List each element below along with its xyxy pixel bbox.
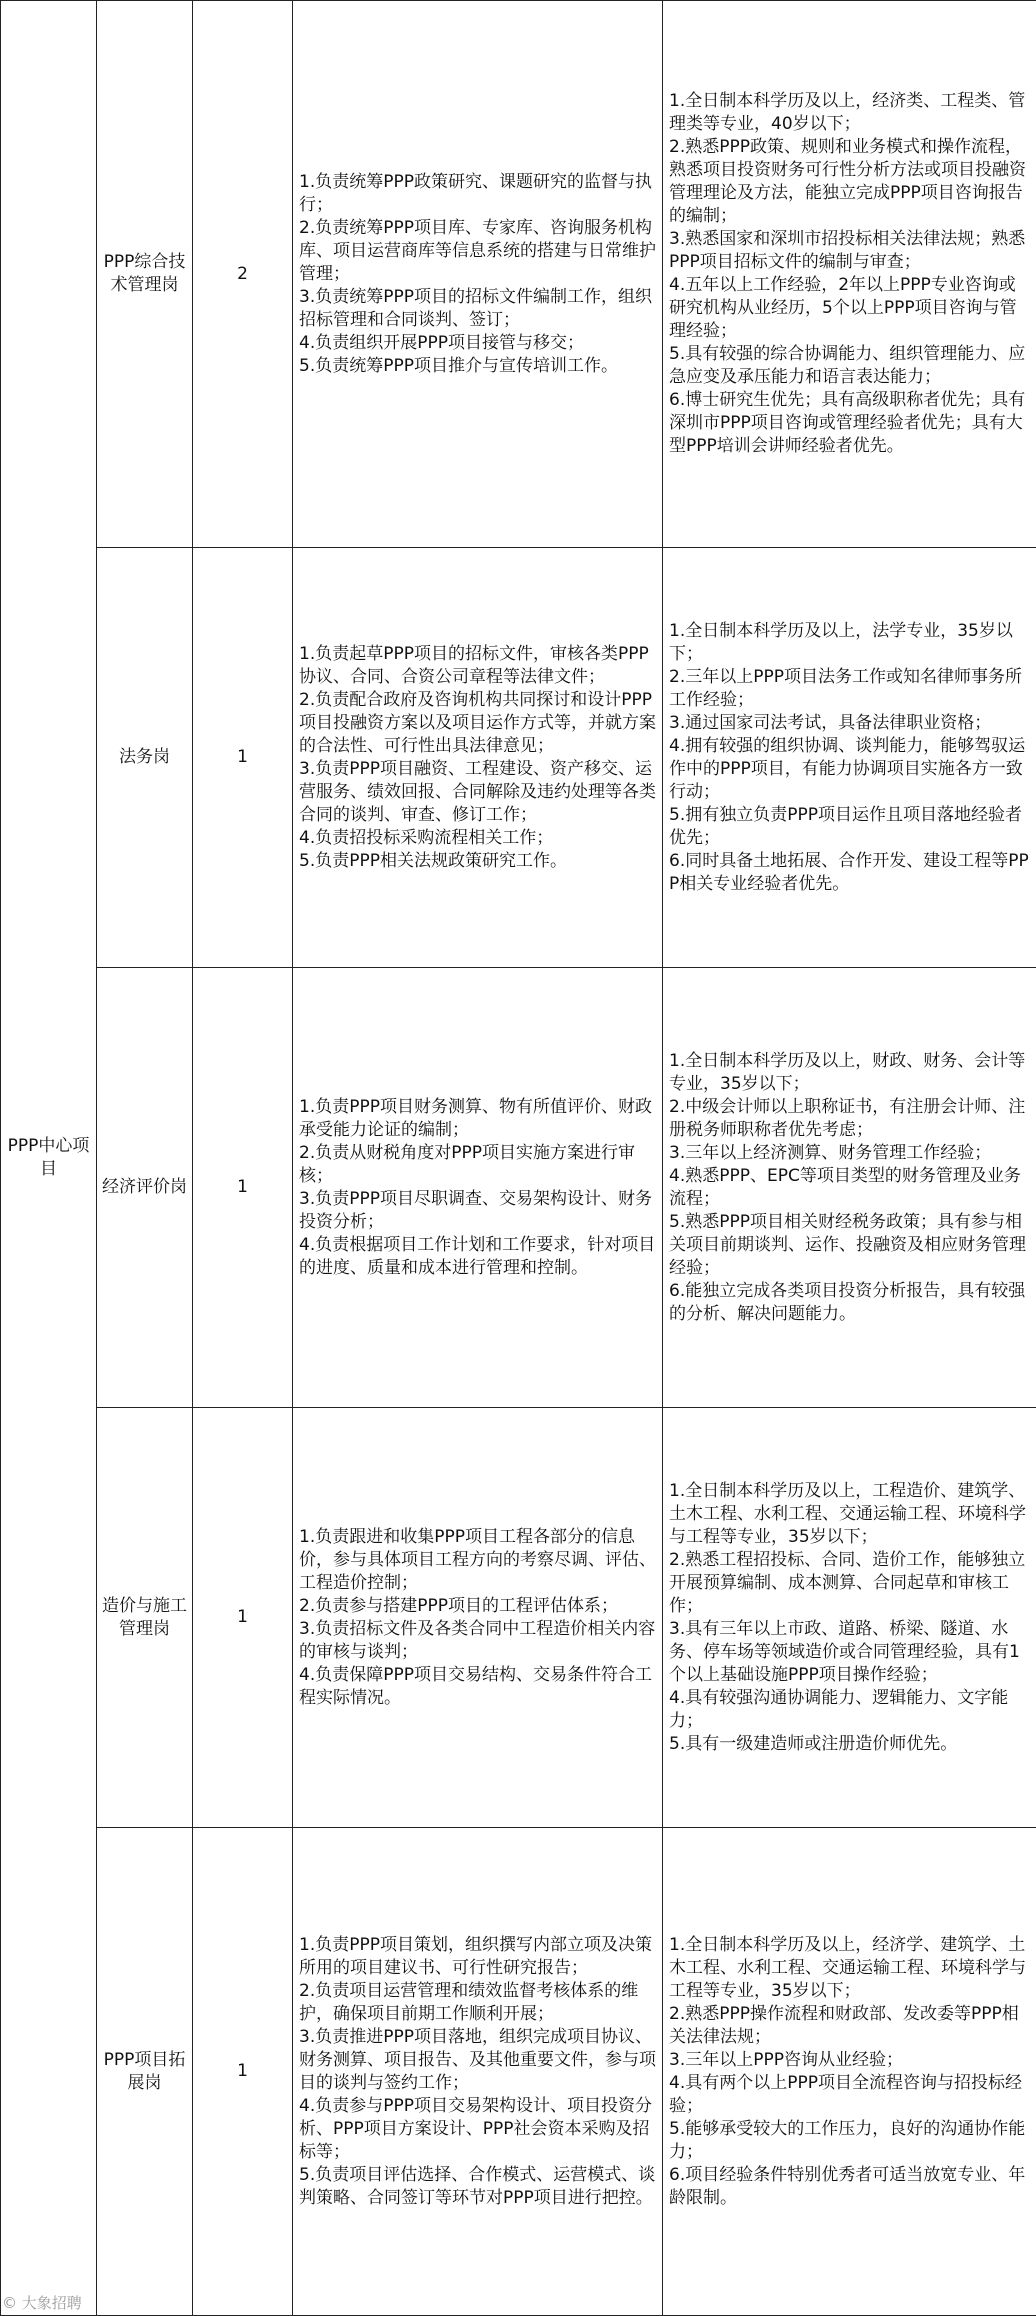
requirements-cell: 1.全日制本科学历及以上，工程造价、建筑学、土木工程、水利工程、交通运输工程、环境科学与工程等专业，35岁以下； 2.熟悉工程招投标、合同、造价工作，能够独立开展预算编制、成本测算、合同起草和审核工作； 3.具有三年以上市政、道路、桥梁、隧道、水务、停车场等领域造价或合同管理经验，具有1个以上基础设施PPP项目操作经验； 4.具有较强沟通协调能力、逻辑能力、文字能力； 5.具有一级建造师或注册造价师优先。	[663, 1408, 1036, 1828]
position-cell: 经济评价岗	[97, 968, 193, 1408]
project-name: PPP中心项目	[8, 1136, 90, 1179]
duties-cell: 1.负责统筹PPP政策研究、课题研究的监督与执行； 2.负责统筹PPP项目库、专家库、咨询服务机构库、项目运营商库等信息系统的搭建与日常维护管理； 3.负责统筹PPP项目的招标文件编制工作，组织招标管理和合同谈判、签订； 4.负责组织开展PPP项目接管与移交； 5.负责统筹PPP项目推介与宣传培训工作。	[293, 1, 663, 548]
count-cell: 1	[193, 1408, 293, 1828]
project-cell	[1, 1, 97, 2316]
duties-cell: 1.负责起草PPP项目的招标文件，审核各类PPP协议、合同、合资公司章程等法律文件； 2.负责配合政府及咨询机构共同探讨和设计PPP项目投融资方案以及项目运作方式等，并就方案的合法性、可行性出具法律意见； 3.负责PPP项目融资、工程建设、资产移交、运营服务、绩效回报、合同解除及违约处理等各类合同的谈判、审查、修订工作； 4.负责招投标采购流程相关工作； 5.负责PPP相关法规政策研究工作。	[293, 548, 663, 968]
position-cell: PPP项目拓展岗	[97, 1828, 193, 2316]
table-row	[1, 1828, 1036, 2316]
requirements-cell: 1.全日制本科学历及以上，经济类、工程类、管理类等专业，40岁以下； 2.熟悉PPP政策、规则和业务模式和操作流程，熟悉项目投资财务可行性分析方法或项目投融资管理理论及方法，能独立完成PPP项目咨询报告的编制； 3.熟悉国家和深圳市招投标相关法律法规；熟悉PPP项目招标文件的编制与审查； 4.五年以上工作经验，2年以上PPP专业咨询或研究机构从业经历，5个以上PPP项目咨询与管理经验； 5.具有较强的综合协调能力、组织管理能力、应急应变及承压能力和语言表达能力； 6.博士研究生优先；具有高级职称者优先；具有深圳市PPP项目咨询或管理经验者优先；具有大型PPP培训会讲师经验者优先。	[663, 1, 1036, 548]
table-row	[1, 1408, 1036, 1828]
duties-cell: 1.负责PPP项目策划，组织撰写内部立项及决策所用的项目建议书、可行性研究报告； 2.负责项目运营管理和绩效监督考核体系的维护，确保项目前期工作顺利开展； 3.负责推进PPP项目落地，组织完成项目协议、财务测算、项目报告、及其他重要文件，参与项目的谈判与签约工作； 4.负责参与PPP项目交易架构设计、项目投资分析、PPP项目方案设计、PPP社会资本采购及招标等； 5.负责项目评估选择、合作模式、运营模式、谈判策略、合同签订等环节对PPP项目进行把控。	[293, 1828, 663, 2316]
position-cell: 造价与施工管理岗	[97, 1408, 193, 1828]
duties-cell: 1.负责跟进和收集PPP项目工程各部分的信息价，参与具体项目工程方向的考察尽调、评估、工程造价控制； 2.负责参与搭建PPP项目的工程评估体系； 3.负责招标文件及各类合同中工程造价相关内容的审核与谈判； 4.负责保障PPP项目交易结构、交易条件符合工程实际情况。	[293, 1408, 663, 1828]
position-cell: 法务岗	[97, 548, 193, 968]
position-cell: PPP综合技术管理岗	[97, 1, 193, 548]
table-row	[1, 968, 1036, 1408]
count-cell: 1	[193, 548, 293, 968]
watermark: © 大象招聘	[2, 2292, 82, 2313]
table-row	[1, 1, 1036, 548]
requirements-cell: 1.全日制本科学历及以上，法学专业，35岁以下； 2.三年以上PPP项目法务工作或知名律师事务所工作经验； 3.通过国家司法考试，具备法律职业资格； 4.拥有较强的组织协调、谈判能力，能够驾驭运作中的PPP项目，有能力协调项目实施各方一致行动； 5.拥有独立负责PPP项目运作且项目落地经验者优先； 6.同时具备土地拓展、合作开发、建设工程等PPP相关专业经验者优先。	[663, 548, 1036, 968]
count-cell: 1	[193, 968, 293, 1408]
count-cell: 1	[193, 1828, 293, 2316]
count-cell: 2	[193, 1, 293, 548]
requirements-cell: 1.全日制本科学历及以上，经济学、建筑学、土木工程、水利工程、交通运输工程、环境科学与工程等专业，35岁以下； 2.熟悉PPP操作流程和财政部、发改委等PPP相关法律法规； 3.三年以上PPP咨询从业经验； 4.具有两个以上PPP项目全流程咨询与招投标经验； 5.能够承受较大的工作压力，良好的沟通协作能力； 6.项目经验条件特别优秀者可适当放宽专业、年龄限制。	[663, 1828, 1036, 2316]
requirements-cell: 1.全日制本科学历及以上，财政、财务、会计等专业，35岁以下； 2.中级会计师以上职称证书，有注册会计师、注册税务师职称者优先考虑； 3.三年以上经济测算、财务管理工作经验； 4.熟悉PPP、EPC等项目类型的财务管理及业务流程； 5.熟悉PPP项目相关财经税务政策；具有参与相关项目前期谈判、运作、投融资及相应财务管理经验； 6.能独立完成各类项目投资分析报告，具有较强的分析、解决问题能力。	[663, 968, 1036, 1408]
table-row	[1, 548, 1036, 968]
duties-cell: 1.负责PPP项目财务测算、物有所值评价、财政承受能力论证的编制； 2.负责从财税角度对PPP项目实施方案进行审核； 3.负责PPP项目尽职调查、交易架构设计、财务投资分析； 4.负责根据项目工作计划和工作要求，针对项目的进度、质量和成本进行管理和控制。	[293, 968, 663, 1408]
